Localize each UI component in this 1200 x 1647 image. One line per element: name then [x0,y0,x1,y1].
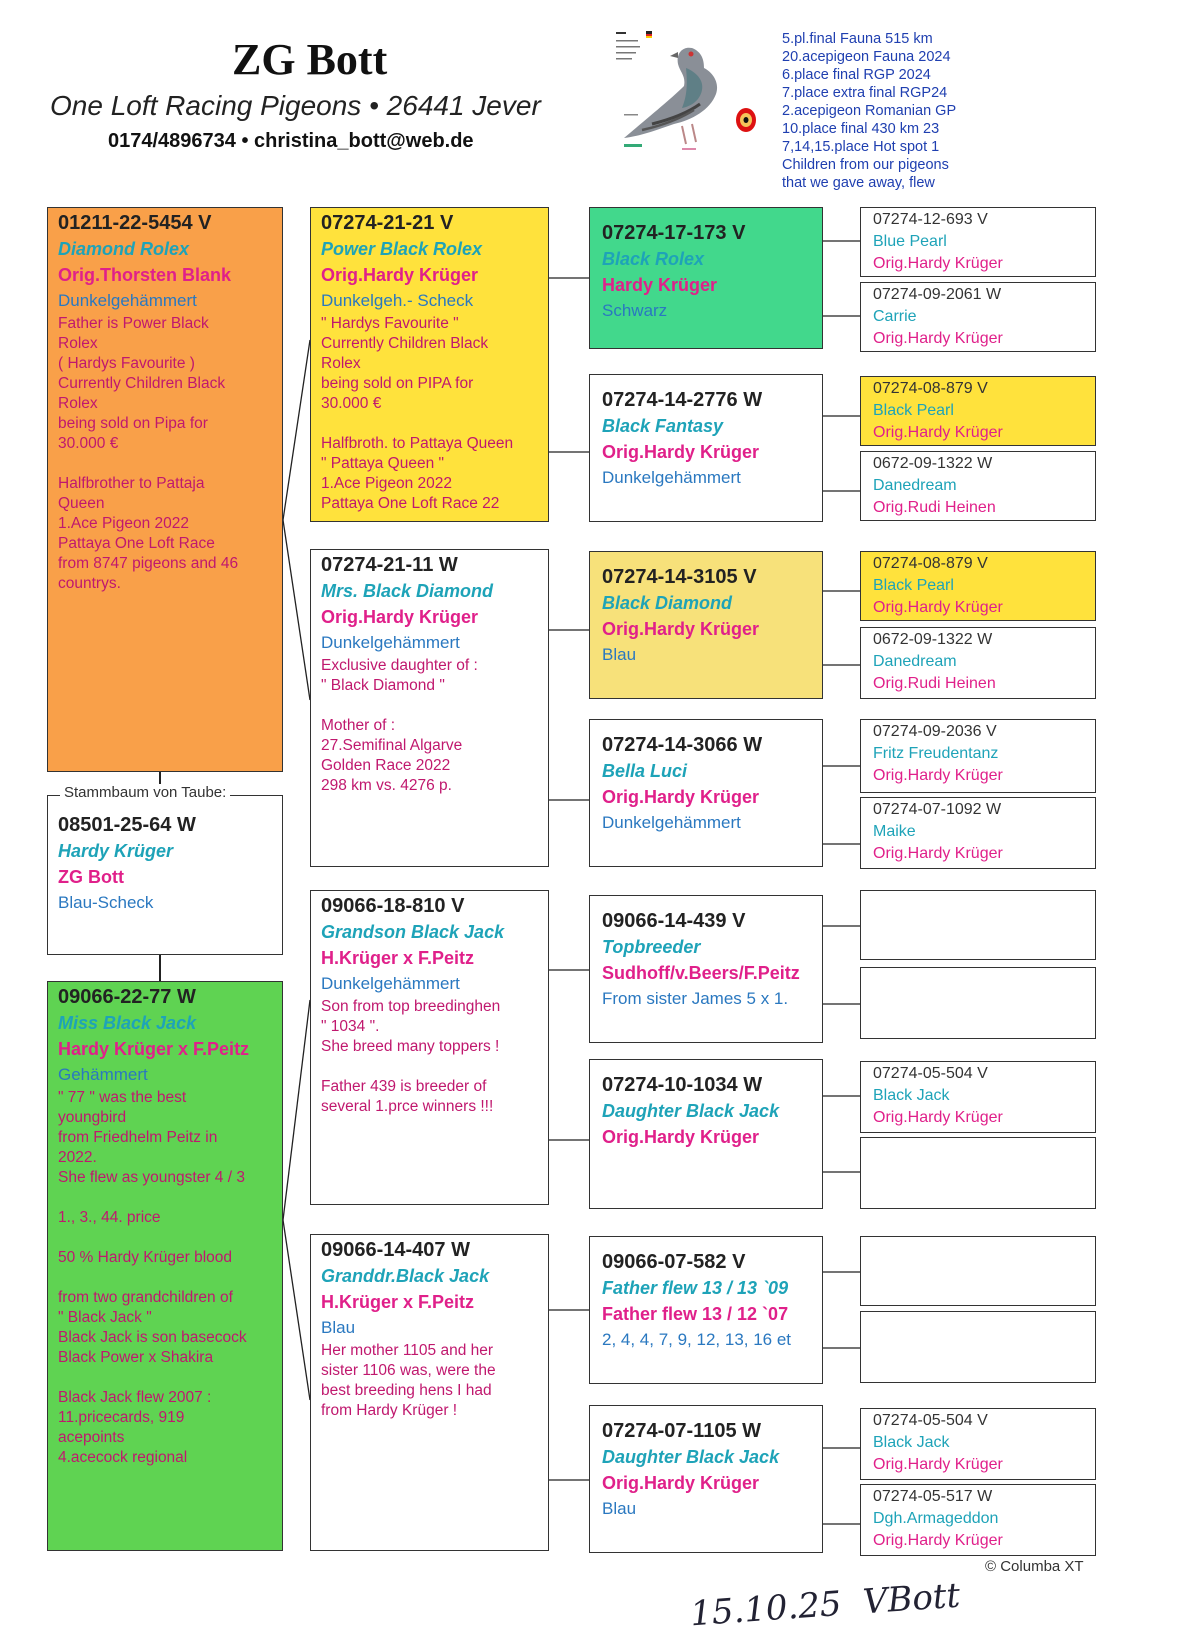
pigeon-ring-number: 01211-22-5454 V [58,212,212,234]
father-card[interactable] [47,207,283,772]
pigeon-name: Daughter Black Jack [602,1101,780,1121]
pigeon-ring-number: 07274-21-11 W [321,554,458,576]
pigeon-color: Blau-Scheck [58,893,154,912]
pigeon-name: Grandson Black Jack [321,922,505,942]
pigeon-ring-number: 08501-25-64 W [58,814,196,836]
pigeon-ring-number: 07274-14-2776 W [602,389,763,411]
pigeon-ring-number: 09066-22-77 W [58,986,196,1008]
pigeon-name: Carrie [873,308,917,325]
pigeon-name: Black Fantasy [602,416,724,436]
pigeon-color: Blau [602,1499,637,1518]
gg-grandparent-card-empty[interactable] [860,1236,1096,1306]
pigeon-breeder: Orig.Hardy Krüger [602,1127,760,1147]
pigeon-color: Dunkelgehämmert [602,468,741,487]
pigeon-ring-number: 07274-17-173 V [602,222,746,244]
pigeon-color: Schwarz [602,301,668,320]
pigeon-breeder: Orig.Hardy Krüger [873,1109,1003,1126]
pigeon-color: Dunkelgehämmert [58,291,197,310]
pigeon-ring-number: 07274-12-693 V [873,211,988,228]
pigeon-ring-number: 0672-09-1322 W [873,631,993,648]
pigeon-breeder: Orig.Hardy Krüger [873,845,1003,862]
pigeon-name: Blue Pearl [873,233,947,250]
great-grandparent-card[interactable] [589,551,823,699]
pigeon-ring-number: 07274-09-2061 W [873,286,1002,303]
gg-grandparent-card[interactable] [860,1408,1096,1480]
pigeon-name: Black Rolex [602,249,705,269]
pigeon-name: Topbreeder [602,937,701,957]
pigeon-ring-number: 0672-09-1322 W [873,455,993,472]
pedigree-label: Stammbaum von Taube: [60,784,230,801]
pigeon-ring-number: 07274-08-879 V [873,555,988,572]
result-line: 6.place final RGP 2024 [782,67,931,83]
pigeon-breeder: Orig.Hardy Krüger [873,767,1003,784]
pigeon-name: Danedream [873,653,957,670]
pigeon-color: Gehämmert [58,1065,148,1084]
pigeon-color: Dunkelgehämmert [321,974,460,993]
pigeon-breeder: Orig.Thorsten Blank [58,265,232,285]
pigeon-color: Dunkelgeh.- Scheck [321,291,474,310]
pigeon-breeder: Orig.Hardy Krüger [321,607,479,627]
gg-grandparent-card-empty[interactable] [860,967,1096,1039]
pigeon-breeder: Orig.Hardy Krüger [873,424,1003,441]
pigeon-name: Hardy Krüger [58,841,174,861]
pigeon-ring-number: 09066-14-439 V [602,910,746,932]
pigeon-color: Dunkelgehämmert [321,633,460,652]
pigeon-breeder: H.Krüger x F.Peitz [321,948,475,968]
pigeon-name: Black Diamond [602,593,733,613]
grandfather-paternal-card[interactable] [310,207,549,522]
great-grandparent-card[interactable] [589,719,823,867]
pigeon-name: Bella Luci [602,761,688,781]
pigeon-name: Granddr.Black Jack [321,1266,490,1286]
pigeon-name: Black Pearl [873,402,954,419]
pigeon-ring-number: 07274-14-3105 V [602,566,757,588]
pigeon-breeder: Orig.Hardy Krüger [321,265,479,285]
pigeon-notes: Exclusive daughter of : " Black Diamond " Mother of : 27.Semifinal Algarve Golden Race 2022 298 km vs. 4276 p. [321,657,478,794]
pigeon-ring-number: 09066-18-810 V [321,895,465,917]
kennel-title: ZG Bott [232,35,388,84]
pigeon-ring-number: 09066-14-407 W [321,1239,470,1261]
kennel-subtitle: One Loft Racing Pigeons • 26441 Jever [50,90,541,121]
great-grandparent-card[interactable] [589,1059,823,1209]
pigeon-breeder: Orig.Hardy Krüger [602,442,760,462]
copyright-note: © Columba XT [985,1558,1084,1575]
great-grandparent-card[interactable] [589,1405,823,1553]
gg-grandparent-card-empty[interactable] [860,890,1096,960]
pigeon-name: Danedream [873,477,957,494]
pigeon-breeder: Orig.Hardy Krüger [602,1473,760,1493]
great-grandparent-card[interactable] [589,374,823,522]
result-line: 7.place extra final RGP24 [782,85,948,101]
pigeon-breeder: Orig.Hardy Krüger [873,1456,1003,1473]
pigeon-ring-number: 07274-07-1105 W [602,1420,762,1442]
pigeon-name: Father flew 13 / 13 `09 [602,1278,789,1298]
pigeon-color: Blau [602,645,637,664]
pigeon-ring-number: 07274-21-21 V [321,212,454,234]
pigeon-notes: Her mother 1105 and her sister 1106 was, were the best breeding hens I had from Hardy Krüger ! [321,1342,496,1419]
pigeon-color: From sister James 5 x 1. [602,989,789,1008]
gg-grandparent-card[interactable] [860,551,1096,621]
result-line: 10.place final 430 km 23 [782,121,940,137]
gg-grandparent-card[interactable] [860,376,1096,446]
pigeon-ring-number: 07274-05-504 V [873,1065,988,1082]
pigeon-name: Miss Black Jack [58,1013,197,1033]
pigeon-notes: " Hardys Favourite " Currently Children Black Rolex being sold on PIPA for 30.000 € Halfbroth. to Pattaya Queen " Pattaya Queen " 1.Ace Pigeon 2022 Pattaya One Loft Race 22 [321,315,514,512]
pigeon-notes: Father is Power Black Rolex ( Hardys Favourite ) Currently Children Black Rolex being sold on Pipa for 30.000 € Halfbrother to Pattaja Queen 1.Ace Pigeon 2022 Pattaya One Loft Race from 8747 pigeons and 46 countrys. [58,315,239,592]
pigeon-breeder: Orig.Hardy Krüger [873,255,1003,272]
grandfather-maternal-card[interactable] [310,890,549,1205]
pigeon-breeder: Hardy Krüger [602,275,718,295]
pigeon-color: Blau [321,1318,356,1337]
handwritten-signature: 15.10.25 VBott [688,1575,962,1635]
gg-grandparent-card-empty[interactable] [860,1311,1096,1383]
pigeon-name: Black Jack [873,1434,950,1451]
gg-grandparent-card[interactable] [860,207,1096,277]
pigeon-breeder: Sudhoff/v.Beers/F.Peitz [602,963,800,983]
pigeon-breeder: Orig.Hardy Krüger [602,619,760,639]
pigeon-name: Black Pearl [873,577,954,594]
pigeon-ring-number: 09066-07-582 V [602,1251,746,1273]
result-line: that we gave away, flew [782,175,935,191]
pigeon-name: Dgh.Armageddon [873,1510,999,1527]
pigeon-breeder: H.Krüger x F.Peitz [321,1292,475,1312]
pigeon-name: Mrs. Black Diamond [321,581,494,601]
subject-card[interactable] [47,795,283,955]
pigeon-breeder: Orig.Rudi Heinen [873,675,996,692]
pigeon-breeder: Orig.Hardy Krüger [873,1532,1003,1549]
pigeon-breeder: Father flew 13 / 12 `07 [602,1304,789,1324]
gg-grandparent-card[interactable] [860,719,1096,793]
pigeon-notes: Son from top breedinghen " 1034 ". She breed many toppers ! Father 439 is breeder of several 1.prce winners !!! [321,998,501,1115]
pigeon-ring-number: 07274-10-1034 W [602,1074,763,1096]
pigeon-ring-number: 07274-05-504 V [873,1412,988,1429]
pigeon-name: Power Black Rolex [321,239,483,259]
gg-grandparent-card[interactable] [860,451,1096,521]
gg-grandparent-card[interactable] [860,1484,1096,1556]
result-line: 5.pl.final Fauna 515 km [782,31,933,47]
great-grandparent-card[interactable] [589,207,823,349]
pigeon-breeder: Orig.Hardy Krüger [602,787,760,807]
result-line: 7,14,15.place Hot spot 1 [782,139,940,155]
pigeon-name: Maike [873,823,916,840]
grandmother-maternal-card[interactable] [310,1234,549,1551]
pigeon-name: Diamond Rolex [58,239,190,259]
result-line: Children from our pigeons [782,157,949,173]
pigeon-breeder: Orig.Rudi Heinen [873,499,996,516]
kennel-contact: 0174/4896734 • christina_bott@web.de [108,130,474,152]
pigeon-breeder: Orig.Hardy Krüger [873,330,1003,347]
pigeon-name: Fritz Freudentanz [873,745,999,762]
pigeon-ring-number: 07274-05-517 W [873,1488,993,1505]
pigeon-color: Dunkelgehämmert [602,813,741,832]
grandmother-paternal-card[interactable] [310,549,549,867]
gg-grandparent-card[interactable] [860,282,1096,352]
result-line: 2.acepigeon Romanian GP [782,103,957,119]
pigeon-ring-number: 07274-07-1092 W [873,801,1002,818]
mother-card[interactable] [47,981,283,1551]
pigeon-ring-number: 07274-14-3066 W [602,734,763,756]
pigeon-color: 2, 4, 4, 7, 9, 12, 13, 16 et [602,1330,792,1349]
pigeon-breeder: Orig.Hardy Krüger [873,599,1003,616]
pigeon-name: Daughter Black Jack [602,1447,780,1467]
pigeon-breeder: ZG Bott [58,867,124,887]
gg-grandparent-card-empty[interactable] [860,1137,1096,1209]
gg-grandparent-card[interactable] [860,627,1096,699]
pigeon-ring-number: 07274-08-879 V [873,380,988,397]
great-grandparent-card[interactable] [589,1236,823,1384]
pigeon-ring-number: 07274-09-2036 V [873,723,997,740]
pigeon-breeder: Hardy Krüger x F.Peitz [58,1039,250,1059]
great-grandparent-card[interactable] [589,895,823,1043]
gg-grandparent-card[interactable] [860,797,1096,869]
pigeon-name: Black Jack [873,1087,950,1104]
pigeon-notes: " 77 " was the best youngbird from Friedhelm Peitz in 2022. She flew as youngster 4 / 3 1., 3., 44. price 50 % Hardy Krüger blood from two grandchildren of " Black Jack " Black Jack is son basecock Black Power x Shakira Black Jack flew 2007 : 11.pricecards, 919 acepoints 4.acecock regional [58,1089,247,1466]
result-line: 20.acepigeon Fauna 2024 [782,49,951,65]
gg-grandparent-card[interactable] [860,1061,1096,1133]
